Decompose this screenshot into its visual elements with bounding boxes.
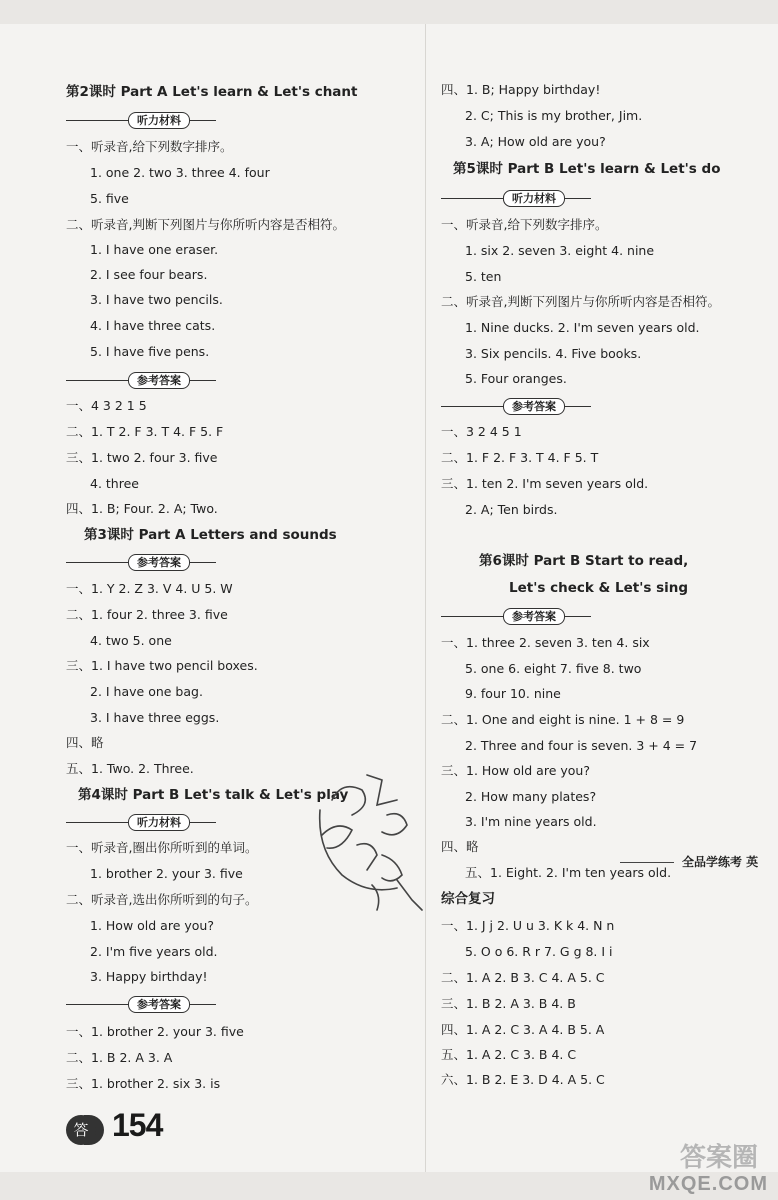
answer-banner: 参考答案 (441, 398, 591, 414)
answer-line: 一、1. Y 2. Z 3. V 4. U 5. W (66, 581, 233, 596)
answer-line: 9. four 10. nine (465, 686, 561, 701)
answer-banner: 参考答案 (66, 554, 216, 570)
page-crease (425, 24, 426, 1172)
answer-line: 5. ten (465, 269, 502, 284)
answer-line: 3. Six pencils. 4. Five books. (465, 346, 642, 361)
answer-line: 2. A; Ten birds. (465, 502, 558, 517)
answer-line: 五、1. Eight. 2. I'm ten years old. (465, 865, 672, 880)
answer-line: 三、1. brother 2. six 3. is (66, 1076, 221, 1091)
answer-line: 4. two 5. one (90, 633, 172, 648)
answer-line: 3. I have two pencils. (90, 292, 223, 307)
answer-line: 四、1. B; Happy birthday! (441, 82, 601, 97)
question-text: 一、听录音,圈出你所听到的单词。 (66, 840, 258, 855)
answer-line: 三、1. How old are you? (441, 763, 590, 778)
answer-banner: 参考答案 (66, 372, 216, 388)
series-name: 全品学练考 英 (682, 855, 759, 869)
answer-banner: 参考答案 (441, 608, 591, 624)
lesson-5-title: 第5课时 Part B Let's learn & Let's do (453, 161, 721, 177)
answer-line: 1. Nine ducks. 2. I'm seven years old. (465, 320, 700, 335)
lesson-6-title: 第6课时 Part B Start to read, (479, 553, 689, 569)
answer-line: 1. brother 2. your 3. five (90, 866, 243, 881)
answer-line: 二、1. A 2. B 3. C 4. A 5. C (441, 970, 605, 985)
answer-line: 三、1. I have two pencil boxes. (66, 658, 258, 673)
question-text: 二、听录音,判断下列图片与你所听内容是否相符。 (66, 217, 345, 232)
lesson-6-subtitle: Let's check & Let's sing (509, 580, 689, 596)
answer-line: 一、4 3 2 1 5 (66, 398, 147, 413)
answer-line: 五、1. Two. 2. Three. (66, 761, 194, 776)
answer-line: 四、略 (441, 839, 479, 854)
answer-line: 3. I'm nine years old. (465, 814, 597, 829)
answer-badge: 答 (66, 1115, 96, 1145)
review-title: 综合复习 (441, 891, 495, 907)
question-text: 二、听录音,判断下列图片与你所听内容是否相符。 (441, 294, 720, 309)
answer-line: 2. Three and four is seven. 3 + 4 = 7 (465, 738, 698, 753)
answer-line: 2. I have one bag. (90, 684, 203, 699)
answer-line: 二、1. T 2. F 3. T 4. F 5. F (66, 424, 224, 439)
answer-line: 5. I have five pens. (90, 344, 210, 359)
lesson-2-title: 第2课时 Part A Let's learn & Let's chant (66, 84, 358, 100)
answer-line: 5. O o 6. R r 7. G g 8. I i (465, 944, 613, 959)
answer-line: 四、1. A 2. C 3. A 4. B 5. A (441, 1022, 605, 1037)
answer-line: 五、1. A 2. C 3. B 4. C (441, 1047, 577, 1062)
answer-line: 3. A; How old are you? (465, 134, 606, 149)
answer-line: 1. six 2. seven 3. eight 4. nine (465, 243, 655, 258)
question-text: 一、听录音,给下列数字排序。 (66, 139, 233, 154)
answer-line: 六、1. B 2. E 3. D 4. A 5. C (441, 1072, 605, 1087)
answer-line: 一、1. brother 2. your 3. five (66, 1024, 244, 1039)
answer-line: 2. I see four bears. (90, 267, 208, 282)
answer-line: 二、1. B 2. A 3. A (66, 1050, 173, 1065)
answer-line: 一、1. three 2. seven 3. ten 4. six (441, 635, 650, 650)
answer-line: 三、1. ten 2. I'm seven years old. (441, 476, 649, 491)
question-text: 二、听录音,选出你所听到的句子。 (66, 892, 258, 907)
answer-line: 3. I have three eggs. (90, 710, 220, 725)
answer-line: 1. one 2. two 3. three 4. four (90, 165, 270, 180)
answer-line: 一、1. J j 2. U u 3. K k 4. N n (441, 918, 615, 933)
answer-line: 4. three (90, 476, 139, 491)
answer-line: 三、1. two 2. four 3. five (66, 450, 218, 465)
watermark-logo-cn: 答案圈 (679, 1143, 758, 1173)
answer-banner: 参考答案 (66, 996, 216, 1012)
answer-line: 5. Four oranges. (465, 371, 567, 386)
answer-line: 四、1. B; Four. 2. A; Two. (66, 501, 218, 516)
answer-line: 2. I'm five years old. (90, 944, 218, 959)
page-number: 154 (112, 1107, 163, 1143)
answer-line: 2. How many plates? (465, 789, 597, 804)
answer-line: 3. Happy birthday! (90, 969, 208, 984)
answer-line: 2. C; This is my brother, Jim. (465, 108, 643, 123)
lesson-4-title: 第4课时 Part B Let's talk & Let's play (78, 787, 349, 803)
answer-line: 5. five (90, 191, 129, 206)
footer-rule (620, 862, 674, 863)
answer-line: 1. I have one eraser. (90, 242, 219, 257)
listening-banner: 听力材料 (441, 190, 591, 206)
answer-line: 三、1. B 2. A 3. B 4. B (441, 996, 576, 1011)
listening-banner: 听力材料 (66, 814, 216, 830)
answer-line: 5. one 6. eight 7. five 8. two (465, 661, 642, 676)
answer-line: 二、1. F 2. F 3. T 4. F 5. T (441, 450, 599, 465)
lesson-3-title: 第3课时 Part A Letters and sounds (84, 527, 337, 543)
answer-line: 二、1. One and eight is nine. 1 + 8 = 9 (441, 712, 685, 727)
listening-banner: 听力材料 (66, 112, 216, 128)
answer-line: 一、3 2 4 5 1 (441, 424, 522, 439)
answer-line: 四、略 (66, 735, 104, 750)
question-text: 一、听录音,给下列数字排序。 (441, 217, 608, 232)
watermark-logo: MXQE.COM (648, 1173, 768, 1195)
answer-line: 二、1. four 2. three 3. five (66, 607, 228, 622)
answer-page (0, 24, 778, 1172)
answer-line: 1. How old are you? (90, 918, 214, 933)
answer-line: 4. I have three cats. (90, 318, 216, 333)
